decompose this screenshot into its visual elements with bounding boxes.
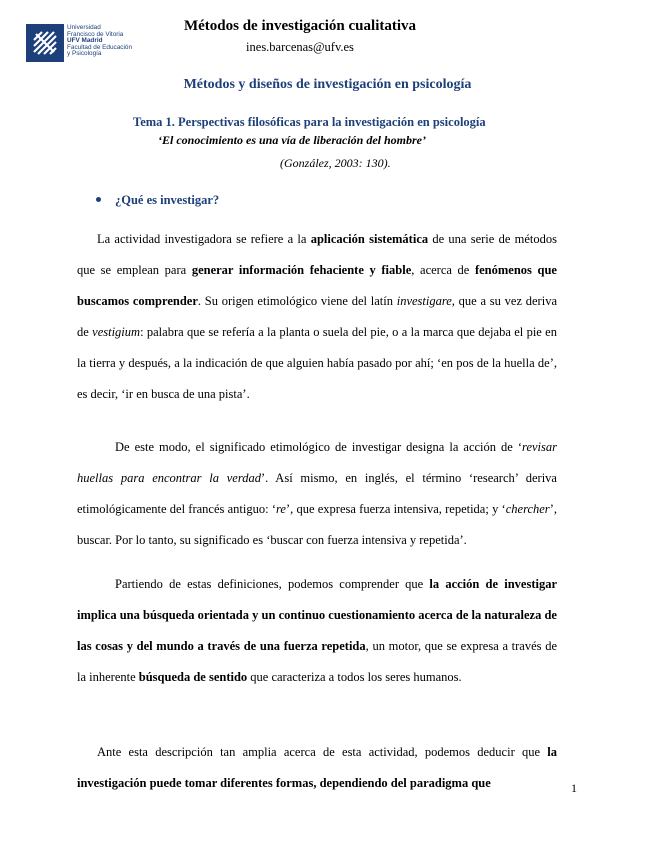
- logo-line: y Psicología: [67, 50, 102, 58]
- logo-line: Facultad de Educación: [67, 43, 133, 51]
- logo-line: Francisco de Vitoria: [67, 30, 124, 38]
- paragraph-1: [77, 224, 557, 410]
- paragraph-italic: vestigium: [92, 325, 141, 339]
- paragraph-italic: re: [275, 502, 286, 516]
- paragraph-text: de una serie de métodos que se emplean para: [77, 232, 557, 277]
- paragraph-bold: la acción de investigar implica una búsqueda orientada y un continuo cuestionamiento acerca de la naturaleza de las cosas y del mundo a través de una fuerza repetida: [77, 577, 558, 653]
- paragraph-italic: chercher: [505, 502, 550, 516]
- paragraph-italic: revisar huellas para encontrar la verdad: [77, 440, 557, 485]
- section-bullet-heading: [96, 193, 219, 208]
- epigraph-citation: (González, 2003: 130).: [280, 156, 391, 170]
- paragraph-3: [77, 569, 557, 693]
- paragraph-bold: generar información fehaciente y fiable: [191, 263, 412, 277]
- bullet-icon: [96, 197, 101, 202]
- paragraph-text: Ante esta descripción tan amplia acerca de esta actividad, podemos deducir que: [97, 745, 548, 759]
- bullet-label: ¿Qué es investigar?: [115, 193, 220, 207]
- epigraph-quote: ‘El conocimiento es una vía de liberación del hombre’: [158, 133, 426, 147]
- paragraph-italic: investigare: [396, 294, 452, 308]
- paragraph-text: , un motor, que se expresa a través de la inherente: [77, 639, 557, 684]
- paragraph-text: , acerca de: [411, 263, 475, 277]
- paragraph-text: De este modo, el significado etimológico de investigar designa la acción de ‘: [115, 440, 523, 454]
- paragraph-bold: la investigación puede tomar diferentes formas, dependiendo del paradigma que: [77, 745, 557, 790]
- paragraph-text: , que a su vez deriva de: [77, 294, 557, 339]
- paragraph-text: ’, buscar. Por lo tanto, su significado es ‘buscar con fuerza intensiva y repetida’.: [77, 502, 557, 547]
- paragraph-bold: aplicación sistemática: [310, 232, 429, 246]
- header-email: ines.barcenas@ufv.es: [246, 40, 354, 54]
- logo-line: Universidad: [67, 24, 101, 31]
- paragraph-4: [77, 737, 557, 799]
- page-number: 1: [571, 781, 577, 795]
- paragraph-text: . Su origen etimológico viene del latín: [197, 294, 397, 308]
- paragraph-bold: fenómenos que buscamos comprender: [77, 263, 557, 308]
- paragraph-text: ’, que expresa fuerza intensiva, repetida; y ‘: [285, 502, 506, 516]
- paragraph-text: que caracteriza a todos los seres humanos.: [247, 670, 462, 684]
- tema-heading: Tema 1. Perspectivas filosóficas para la investigación en psicología: [133, 115, 486, 129]
- paragraph-text: La actividad investigadora se refiere a la: [97, 232, 311, 246]
- logo-line: UFV Madrid: [67, 37, 103, 45]
- paragraph-bold: búsqueda de sentido: [138, 670, 248, 684]
- paragraph-text: ’. Así mismo, en inglés, el término ‘research’ deriva etimológicamente del francés antiguo: ‘: [77, 471, 557, 516]
- document-title: Métodos y diseños de investigación en psicología: [183, 77, 472, 92]
- header-title: Métodos de investigación cualitativa: [183, 18, 417, 34]
- paragraph-text: : palabra que se refería a la planta o suela del pie, o a la marca que dejaba el pie en la tierra y después, a la indicación de que alguien había pasado por ahí; ‘en pos de la huella de’, es decir, ‘ir en busca de una pista’.: [77, 325, 557, 401]
- paragraph-2: [77, 432, 557, 556]
- paragraph-text: Partiendo de estas definiciones, podemos comprender que: [115, 577, 430, 591]
